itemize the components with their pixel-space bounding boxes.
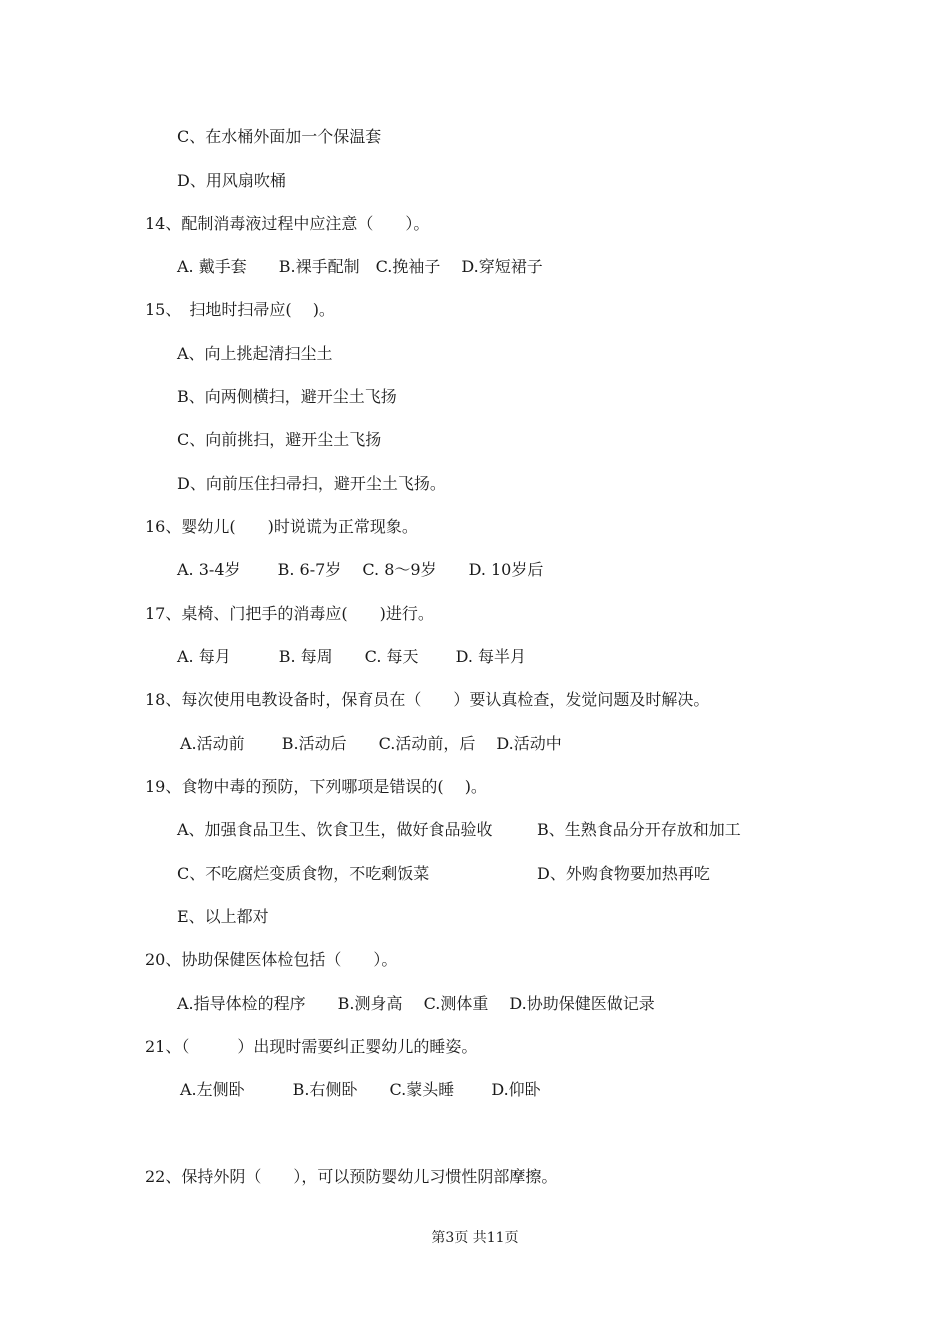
options-14: A. 戴手套 B.裸手配制 C.挽袖子 D.穿短裙子	[177, 257, 543, 276]
option-13-c: C、在水桶外面加一个保温套	[177, 127, 382, 146]
question-14: 14、配制消毒液过程中应注意（ ）。	[145, 214, 430, 233]
option-13-d: D、用风扇吹桶	[177, 171, 286, 190]
question-19: 19、食物中毒的预防，下列哪项是错误的( )。	[145, 777, 487, 796]
option-19-b: B、生熟食品分开存放和加工	[537, 820, 741, 839]
page-footer: 第3页 共11页	[431, 1230, 519, 1246]
option-19-a: A、加强食品卫生、饮食卫生，做好食品验收	[177, 820, 493, 839]
option-15-a: A、向上挑起清扫尘土	[177, 344, 333, 363]
options-21: A.左侧卧 B.右侧卧 C.蒙头睡 D.仰卧	[180, 1080, 541, 1099]
question-20: 20、协助保健医体检包括（ ）。	[145, 950, 398, 969]
question-15: 15、 扫地时扫帚应( )。	[145, 300, 335, 319]
option-19-d: D、外购食物要加热再吃	[537, 864, 710, 883]
options-20: A.指导体检的程序 B.测身高 C.测体重 D.协助保健医做记录	[177, 994, 655, 1013]
options-18: A.活动前 B.活动后 C.活动前，后 D.活动中	[180, 734, 562, 753]
options-16: A. 3-4岁 B. 6-7岁 C. 8～9岁 D. 10岁后	[177, 560, 544, 579]
question-21: 21、（ ）出现时需要纠正婴幼儿的睡姿。	[145, 1037, 478, 1056]
question-16: 16、婴幼儿( )时说谎为正常现象。	[145, 517, 418, 536]
option-19-c: C、不吃腐烂变质食物，不吃剩饭菜	[177, 864, 430, 883]
question-18: 18、每次使用电教设备时，保育员在（ ）要认真检查，发觉问题及时解决。	[145, 690, 710, 709]
option-15-c: C、向前挑扫，避开尘土飞扬	[177, 430, 382, 449]
option-15-d: D、向前压住扫帚扫，避开尘土飞扬。	[177, 474, 446, 493]
option-19-e: E、以上都对	[177, 907, 269, 926]
question-17: 17、桌椅、门把手的消毒应( )进行。	[145, 604, 434, 623]
option-15-b: B、向两侧横扫，避开尘土飞扬	[177, 387, 397, 406]
question-22: 22、保持外阴（ ），可以预防婴幼儿习惯性阴部摩擦。	[145, 1167, 558, 1186]
options-17: A. 每月 B. 每周 C. 每天 D. 每半月	[177, 647, 527, 666]
